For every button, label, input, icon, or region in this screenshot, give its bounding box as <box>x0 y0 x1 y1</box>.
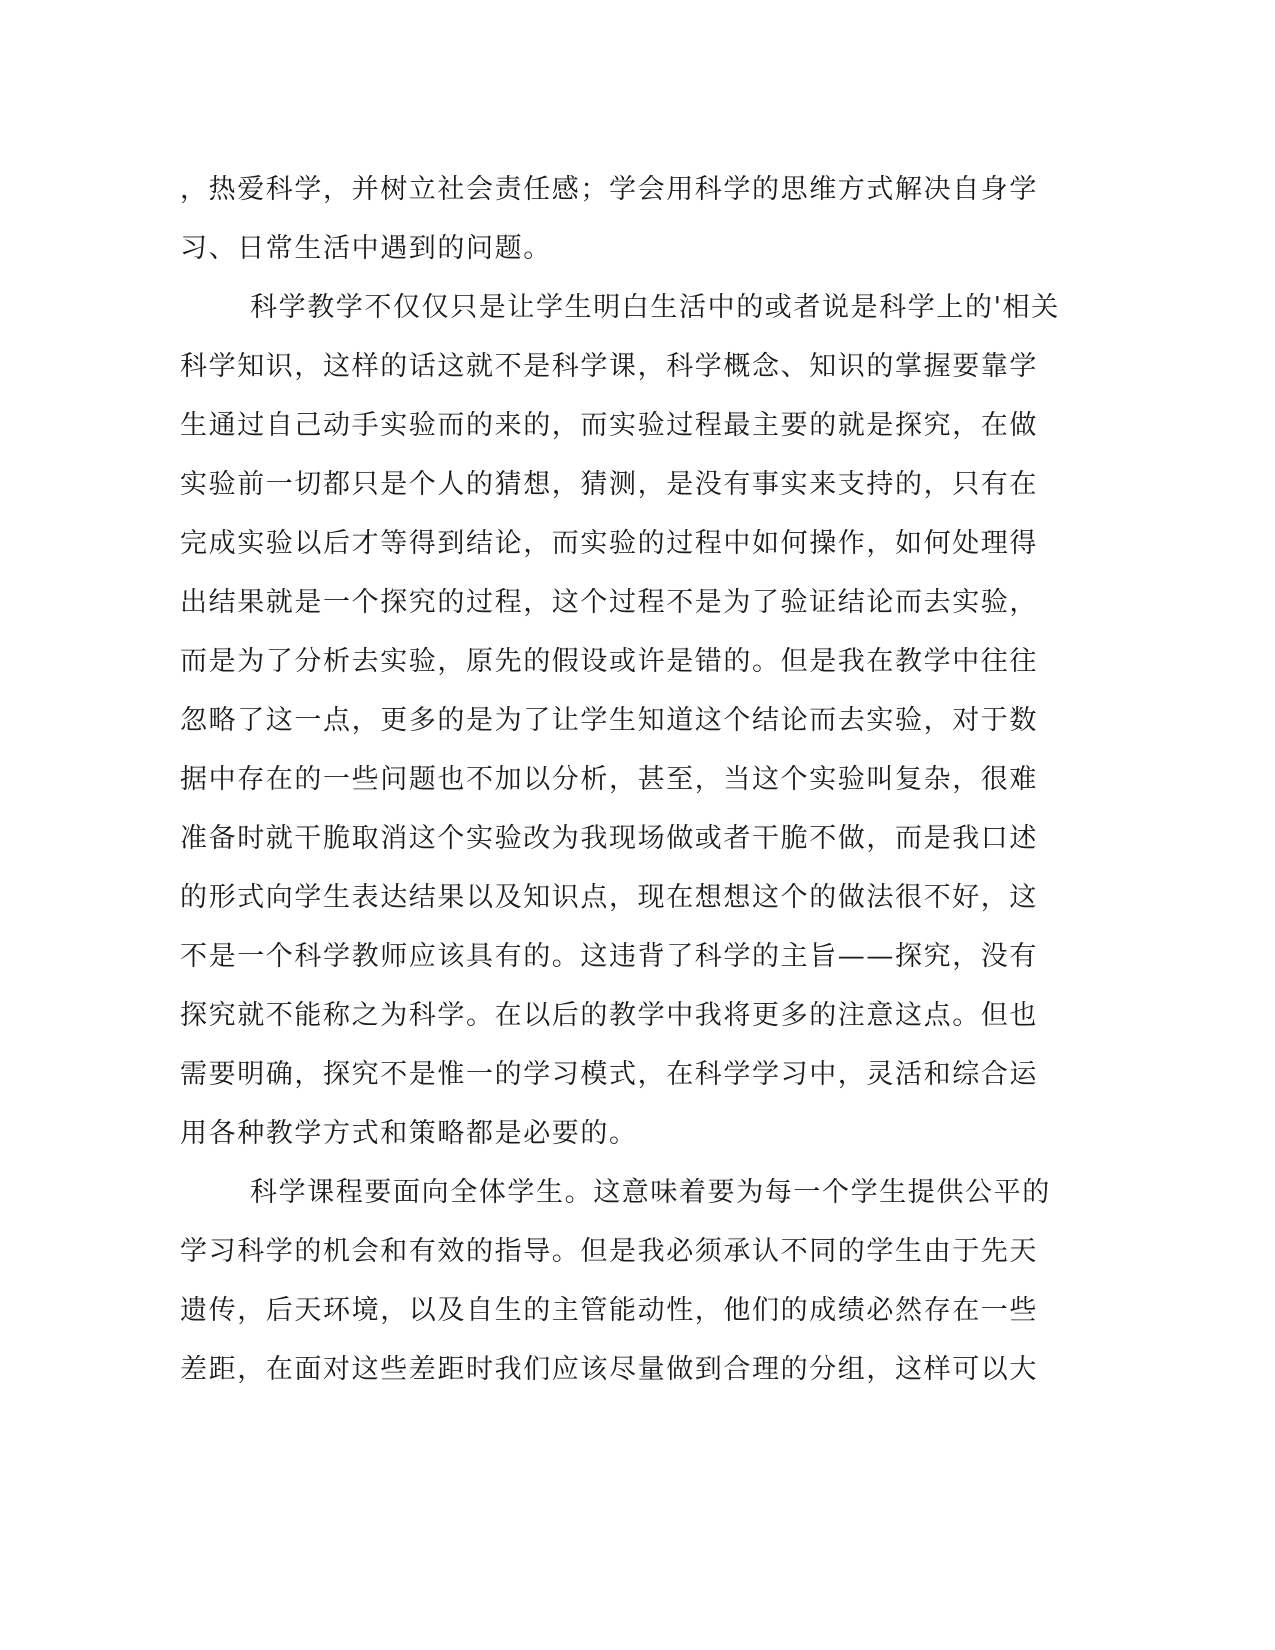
text-line: 据中存在的一些问题也不加以分析，甚至，当这个实验叫复杂，很难 <box>180 764 1038 795</box>
text-line: 习、日常生活中遇到的问题。 <box>180 233 552 264</box>
text-line: 出结果就是一个探究的过程，这个过程不是为了验证结论而去实验， <box>180 587 1038 618</box>
text-line: 需要明确，探究不是惟一的学习模式，在科学学习中，灵活和综合运 <box>180 1059 1038 1090</box>
text-line: 实验前一切都只是个人的猜想，猜测，是没有事实来支持的，只有在 <box>180 469 1038 500</box>
text-line: 差距，在面对这些差距时我们应该尽量做到合理的分组，这样可以大 <box>180 1354 1038 1385</box>
text-line: 用各种教学方式和策略都是必要的。 <box>180 1118 638 1149</box>
text-line: 的形式向学生表达结果以及知识点，现在想想这个的做法很不好，这 <box>180 882 1038 913</box>
text-line: 探究就不能称之为科学。在以后的教学中我将更多的注意这点。但也 <box>180 1000 1038 1031</box>
text-line: 生通过自己动手实验而的来的，而实验过程最主要的就是探究，在做 <box>180 410 1038 441</box>
text-line: 遗传，后天环境，以及自生的主管能动性，他们的成绩必然存在一些 <box>180 1295 1038 1326</box>
text-line: ，热爱科学，并树立社会责任感；学会用科学的思维方式解决自身学 <box>180 174 1038 205</box>
paragraph-first-line: 科学课程要面向全体学生。这意味着要为每一个学生提供公平的 <box>250 1177 1051 1208</box>
text-line: 而是为了分析去实验，原先的假设或许是错的。但是我在教学中往往 <box>180 646 1038 677</box>
text-line: 不是一个科学教师应该具有的。这违背了科学的主旨——探究，没有 <box>180 941 1038 972</box>
text-line: 忽略了这一点，更多的是为了让学生知道这个结论而去实验，对于数 <box>180 705 1038 736</box>
text-line: 科学知识，这样的话这就不是科学课，科学概念、知识的掌握要靠学 <box>180 351 1038 382</box>
text-line: 完成实验以后才等得到结论，而实验的过程中如何操作，如何处理得 <box>180 528 1038 559</box>
body-text <box>180 160 1060 1399</box>
text-line: 学习科学的机会和有效的指导。但是我必须承认不同的学生由于先天 <box>180 1236 1038 1267</box>
text-line: 准备时就干脆取消这个实验改为我现场做或者干脆不做，而是我口述 <box>180 823 1038 854</box>
paragraph-first-line: 科学教学不仅仅只是让学生明白生活中的或者说是科学上的'相关 <box>250 292 1060 323</box>
